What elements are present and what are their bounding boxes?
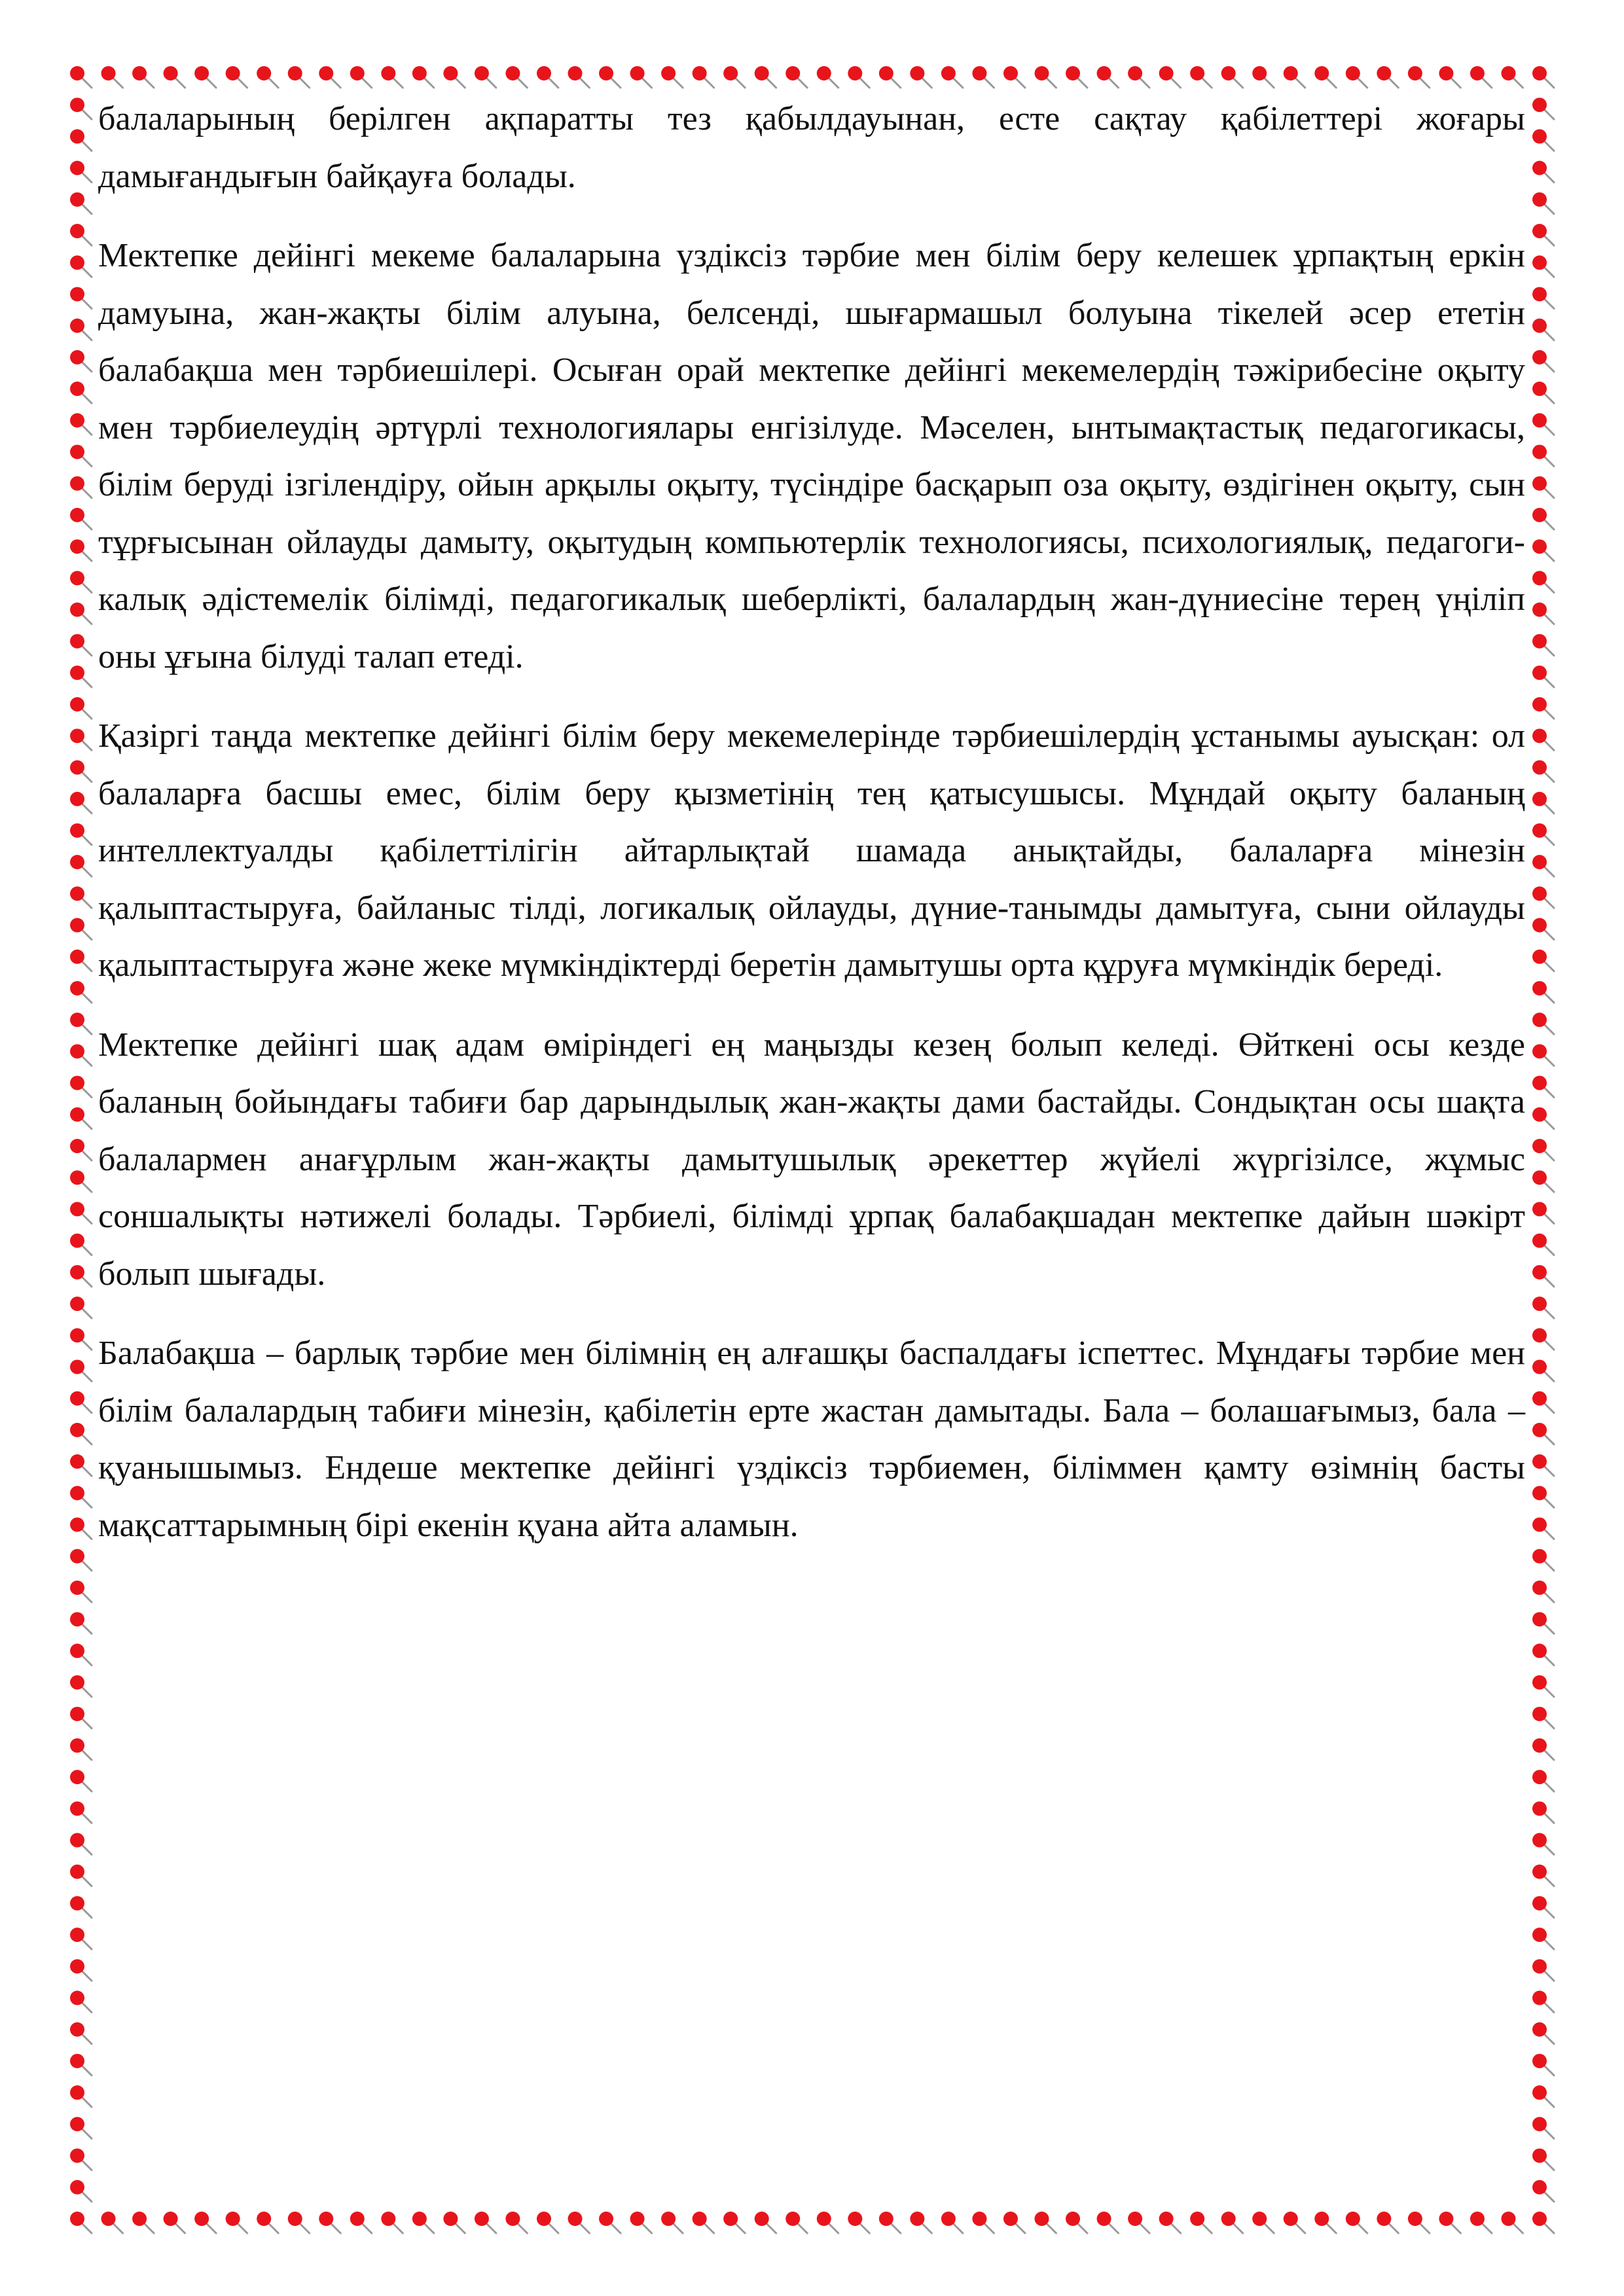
lollipop-icon <box>70 1454 92 1476</box>
lollipop-icon <box>70 981 92 1003</box>
lollipop-icon <box>1408 2212 1430 2233</box>
lollipop-icon <box>1066 2212 1087 2233</box>
lollipop-icon <box>1532 1202 1554 1223</box>
lollipop-icon <box>1532 1139 1554 1160</box>
lollipop-icon <box>1377 2212 1398 2233</box>
lollipop-icon <box>70 761 92 782</box>
lollipop-icon <box>70 1202 92 1223</box>
lollipop-icon <box>70 2149 92 2170</box>
lollipop-icon <box>70 350 92 372</box>
lollipop-icon <box>1532 1896 1554 1918</box>
lollipop-icon <box>1532 255 1554 277</box>
lollipop-icon <box>70 161 92 183</box>
lollipop-icon <box>1532 792 1554 814</box>
lollipop-icon <box>1532 413 1554 435</box>
lollipop-icon <box>1097 2212 1119 2233</box>
lollipop-icon <box>70 1234 92 1255</box>
lollipop-icon <box>1532 1991 1554 2013</box>
lollipop-icon <box>443 2212 465 2233</box>
lollipop-icon <box>1190 66 1212 88</box>
lollipop-icon <box>132 66 154 88</box>
lollipop-icon <box>164 66 185 88</box>
lollipop-icon <box>70 2117 92 2138</box>
lollipop-icon <box>1314 2212 1336 2233</box>
lollipop-icon <box>537 2212 558 2233</box>
lollipop-icon <box>194 2212 216 2233</box>
lollipop-icon <box>817 66 839 88</box>
lollipop-icon <box>70 129 92 151</box>
lollipop-icon <box>1532 508 1554 529</box>
lollipop-icon <box>1532 1486 1554 1507</box>
lollipop-icon <box>70 1991 92 2013</box>
lollipop-icon <box>288 66 310 88</box>
lollipop-icon <box>1532 382 1554 403</box>
lollipop-icon <box>1284 66 1305 88</box>
lollipop-icon <box>1532 1044 1554 1066</box>
lollipop-icon <box>70 1139 92 1160</box>
lollipop-icon <box>972 66 994 88</box>
lollipop-icon <box>70 1581 92 1602</box>
lollipop-icon <box>70 192 92 214</box>
lollipop-icon <box>70 2054 92 2075</box>
lollipop-icon <box>1190 2212 1212 2233</box>
lollipop-icon <box>848 66 869 88</box>
lollipop-icon <box>194 66 216 88</box>
lollipop-icon <box>70 950 92 971</box>
lollipop-icon <box>723 66 745 88</box>
lollipop-icon <box>1532 1865 1554 1886</box>
lollipop-icon <box>1532 1676 1554 1697</box>
lollipop-icon <box>70 1391 92 1413</box>
lollipop-icon <box>1034 66 1056 88</box>
lollipop-icon <box>1532 2117 1554 2138</box>
lollipop-icon <box>1532 1391 1554 1413</box>
lollipop-icon <box>568 2212 590 2233</box>
lollipop-icon <box>1532 161 1554 183</box>
paragraph-3: Қазіргі таңда мектепке дейінгі білім беру мекемелерінде тәрбиешілердің ұстанымы ауысқан: ол балаларға басшы емес, білім беру қызметінің тең қатысушысы. Мұндай оқыту баланың интеллектуалды қабілеттілігін айтарлықтай шамада анықтайды, балаларға мінезін қалыптастыруға, байланыс тілді, логикалық ойлауды, дүние-танымды дамытуға, сыни ойлауды қалыптастыруға және жеке мүмкіндіктерді беретін дамытушы орта құруға мүмкіндік береді. <box>98 717 1525 984</box>
lollipop-icon <box>1532 1959 1554 1981</box>
lollipop-icon <box>661 66 683 88</box>
lollipop-icon <box>1532 319 1554 340</box>
lollipop-icon <box>1532 697 1554 719</box>
lollipop-icon <box>1532 129 1554 151</box>
lollipop-icon <box>381 2212 403 2233</box>
lollipop-icon <box>630 2212 652 2233</box>
lollipop-icon <box>537 66 558 88</box>
lollipop-icon <box>70 224 92 245</box>
lollipop-icon <box>817 2212 839 2233</box>
lollipop-icon <box>1532 1328 1554 1350</box>
lollipop-icon <box>1532 1265 1554 1287</box>
lollipop-icon <box>70 1896 92 1918</box>
lollipop-icon <box>755 66 776 88</box>
lollipop-icon <box>1532 1801 1554 1823</box>
lollipop-icon <box>70 697 92 719</box>
lollipop-icon <box>350 66 372 88</box>
lollipop-icon <box>972 2212 994 2233</box>
lollipop-icon <box>630 66 652 88</box>
lollipop-icon <box>319 2212 340 2233</box>
lollipop-icon <box>1532 1738 1554 1760</box>
lollipop-icon <box>941 2212 963 2233</box>
lollipop-icon <box>70 1297 92 1318</box>
lollipop-icon <box>70 444 92 466</box>
lollipop-icon <box>1501 2212 1523 2233</box>
lollipop-icon <box>70 1643 92 1665</box>
lollipop-icon <box>70 1013 92 1034</box>
lollipop-icon <box>1532 666 1554 687</box>
lollipop-icon <box>755 2212 776 2233</box>
lollipop-icon <box>101 2212 123 2233</box>
lollipop-icon <box>70 539 92 561</box>
lollipop-icon <box>1532 823 1554 845</box>
lollipop-icon <box>1439 66 1460 88</box>
lollipop-icon <box>1532 1107 1554 1129</box>
lollipop-icon <box>70 413 92 435</box>
lollipop-icon <box>1470 2212 1492 2233</box>
lollipop-icon <box>1532 1770 1554 1791</box>
lollipop-icon <box>70 1770 92 1791</box>
lollipop-icon <box>381 66 403 88</box>
lollipop-icon <box>693 2212 714 2233</box>
lollipop-icon <box>70 1328 92 1350</box>
lollipop-icon <box>505 66 527 88</box>
lollipop-icon <box>70 571 92 592</box>
lollipop-icon <box>1003 66 1025 88</box>
lollipop-icon <box>1532 1928 1554 1949</box>
lollipop-icon <box>723 2212 745 2233</box>
lollipop-icon <box>1532 1517 1554 1539</box>
lollipop-icon <box>70 1865 92 1886</box>
lollipop-icon <box>1532 2054 1554 2075</box>
lollipop-icon <box>1532 571 1554 592</box>
lollipop-icon <box>101 66 123 88</box>
lollipop-icon <box>1532 728 1554 750</box>
lollipop-icon <box>70 1044 92 1066</box>
lollipop-icon <box>1532 1423 1554 1444</box>
lollipop-icon <box>1377 66 1398 88</box>
lollipop-icon <box>1532 1833 1554 1855</box>
lollipop-icon <box>1346 66 1367 88</box>
lollipop-icon <box>70 1676 92 1697</box>
lollipop-icon <box>1532 350 1554 372</box>
lollipop-icon <box>70 1265 92 1287</box>
lollipop-icon <box>412 66 434 88</box>
lollipop-icon <box>599 2212 621 2233</box>
lollipop-icon <box>70 918 92 940</box>
lollipop-icon <box>568 66 590 88</box>
lollipop-icon <box>443 66 465 88</box>
lollipop-icon <box>70 1738 92 1760</box>
lollipop-icon <box>1532 950 1554 971</box>
lollipop-icon <box>1408 66 1430 88</box>
lollipop-icon <box>599 66 621 88</box>
lollipop-icon <box>70 728 92 750</box>
lollipop-icon <box>1532 1170 1554 1192</box>
lollipop-icon <box>1532 66 1554 88</box>
lollipop-icon <box>1532 1707 1554 1729</box>
lollipop-icon <box>1532 1359 1554 1381</box>
lollipop-icon <box>1532 2022 1554 2044</box>
lollipop-icon <box>910 2212 931 2233</box>
lollipop-icon <box>1252 2212 1274 2233</box>
lollipop-icon <box>1314 66 1336 88</box>
lollipop-icon <box>70 2022 92 2044</box>
lollipop-icon <box>1532 855 1554 876</box>
lollipop-icon <box>1532 2085 1554 2107</box>
lollipop-icon <box>1532 1549 1554 1571</box>
paragraph-4: Мектепке дейінгі шақ адам өміріндегі ең маңызды кезең болып келеді. Өйткені осы кезде баланың бойындағы табиғи бар дарындылық жан-жақты дами бастайды. Сондықтан осы шақта балалармен анағұрлым жан-жақты дамытушылық әрекеттер жүйелі жүргізілсе, жұмыс соншалықты нәтижелі болады. Тәрбиелі, білімді ұрпақ балабақшадан мектепке дайын шәкірт болып шығады. <box>98 1026 1525 1293</box>
lollipop-icon <box>70 603 92 624</box>
lollipop-icon <box>70 2212 92 2233</box>
lollipop-icon <box>1532 603 1554 624</box>
lollipop-icon <box>226 2212 247 2233</box>
lollipop-icon <box>319 66 340 88</box>
lollipop-icon <box>1532 634 1554 656</box>
lollipop-icon <box>1532 1612 1554 1634</box>
lollipop-icon <box>941 66 963 88</box>
lollipop-icon <box>70 382 92 403</box>
lollipop-icon <box>70 855 92 876</box>
lollipop-icon <box>1532 444 1554 466</box>
lollipop-icon <box>70 1833 92 1855</box>
lollipop-icon <box>70 319 92 340</box>
lollipop-icon <box>70 1486 92 1507</box>
lollipop-icon <box>1532 224 1554 245</box>
lollipop-icon <box>70 886 92 908</box>
lollipop-icon <box>1003 2212 1025 2233</box>
lollipop-icon <box>1252 66 1274 88</box>
lollipop-icon <box>226 66 247 88</box>
lollipop-icon <box>257 66 278 88</box>
lollipop-icon <box>1532 1581 1554 1602</box>
lollipop-icon <box>70 508 92 529</box>
lollipop-icon <box>848 2212 869 2233</box>
document-body <box>98 90 1525 1576</box>
lollipop-icon <box>1346 2212 1367 2233</box>
lollipop-icon <box>164 2212 185 2233</box>
lollipop-icon <box>70 476 92 498</box>
lollipop-icon <box>70 1959 92 1981</box>
paragraph-1: балаларының берілген ақпаратты тез қабылдауынан, есте сақтау қабілеттері жоғары дамығандығын байқауға болады. <box>98 100 1525 195</box>
lollipop-icon <box>70 1170 92 1192</box>
lollipop-icon <box>257 2212 278 2233</box>
lollipop-icon <box>785 2212 807 2233</box>
lollipop-icon <box>70 1928 92 1949</box>
lollipop-icon <box>1532 2180 1554 2202</box>
lollipop-icon <box>1159 2212 1181 2233</box>
lollipop-icon <box>70 1517 92 1539</box>
lollipop-icon <box>1097 66 1119 88</box>
lollipop-icon <box>1532 539 1554 561</box>
lollipop-icon <box>70 1612 92 1634</box>
lollipop-icon <box>1532 476 1554 498</box>
lollipop-icon <box>1532 98 1554 119</box>
paragraph-5: Балабақша – барлық тәрбие мен білімнің ең алғашқы баспалдағы іспеттес. Мұндағы тәрбие мен білім балалардың табиғи мінезін, қабілетін ерте жастан дамытады. Бала – болашағымыз, бала – қуанышымыз. Ендеше мектепке дейінгі үздіксіз тәрбиемен, біліммен қамту өзімнің басты мақсаттарымның бірі екенін қуана айта аламын. <box>98 1335 1525 1544</box>
lollipop-icon <box>70 255 92 277</box>
lollipop-icon <box>1532 192 1554 214</box>
lollipop-icon <box>70 66 92 88</box>
lollipop-icon <box>1221 2212 1243 2233</box>
lollipop-icon <box>1128 66 1149 88</box>
lollipop-icon <box>70 1707 92 1729</box>
lollipop-icon <box>1034 2212 1056 2233</box>
lollipop-icon <box>70 634 92 656</box>
lollipop-icon <box>70 2180 92 2202</box>
lollipop-icon <box>1066 66 1087 88</box>
lollipop-icon <box>1532 981 1554 1003</box>
lollipop-icon <box>70 1359 92 1381</box>
lollipop-icon <box>1532 1454 1554 1476</box>
lollipop-icon <box>1532 886 1554 908</box>
lollipop-icon <box>505 2212 527 2233</box>
paragraph-2: Мектепке дейінгі мекеме балаларына үздіксіз тәрбие мен білім беру келешек ұрпақтың еркін дамуына, жан-жақты білім алуына, белсенді, шығармашыл болуына тікелей әсер ететін балабақша мен тәрбиешілері. Осыған орай мектепке дейінгі мекемелердің тәжірибесіне оқыту мен тәрбиелеудің әртүрлі технологиялары енгізілуде. Мәселен, ынтымақтастық педагогикасы, білім беруді ізгілендіру, ойын арқылы оқыту, түсіндіре басқарып оза оқыту, өздігінен оқыту, сын тұрғысынан ойлауды дамыту, оқытудың компьютерлік технологиясы, психологиялық, педагоги-калық әдістемелік білімді, педагогикалық шеберлікті, балалардың жан-дүниесіне терең үңіліп оны ұғына білуді талап етеді. <box>98 237 1525 675</box>
lollipop-icon <box>910 66 931 88</box>
lollipop-icon <box>70 823 92 845</box>
lollipop-icon <box>1128 2212 1149 2233</box>
lollipop-icon <box>412 2212 434 2233</box>
lollipop-icon <box>1532 1643 1554 1665</box>
lollipop-icon <box>1439 2212 1460 2233</box>
lollipop-icon <box>475 66 496 88</box>
lollipop-icon <box>1532 918 1554 940</box>
lollipop-icon <box>693 66 714 88</box>
lollipop-icon <box>70 98 92 119</box>
lollipop-icon <box>1470 66 1492 88</box>
lollipop-icon <box>879 2212 901 2233</box>
lollipop-icon <box>1159 66 1181 88</box>
lollipop-icon <box>661 2212 683 2233</box>
lollipop-icon <box>1532 1234 1554 1255</box>
lollipop-icon <box>1284 2212 1305 2233</box>
lollipop-icon <box>70 792 92 814</box>
lollipop-icon <box>70 1107 92 1129</box>
lollipop-icon <box>70 1549 92 1571</box>
lollipop-icon <box>132 2212 154 2233</box>
lollipop-icon <box>1532 1076 1554 1098</box>
lollipop-icon <box>1532 2212 1554 2233</box>
lollipop-icon <box>1532 1013 1554 1034</box>
lollipop-icon <box>879 66 901 88</box>
lollipop-icon <box>70 666 92 687</box>
lollipop-icon <box>70 287 92 308</box>
lollipop-icon <box>1221 66 1243 88</box>
lollipop-icon <box>475 2212 496 2233</box>
lollipop-icon <box>288 2212 310 2233</box>
lollipop-icon <box>1532 2149 1554 2170</box>
lollipop-icon <box>1532 761 1554 782</box>
lollipop-icon <box>1501 66 1523 88</box>
lollipop-icon <box>70 1801 92 1823</box>
lollipop-icon <box>1532 1297 1554 1318</box>
lollipop-icon <box>350 2212 372 2233</box>
lollipop-icon <box>70 2085 92 2107</box>
lollipop-icon <box>70 1423 92 1444</box>
lollipop-icon <box>70 1076 92 1098</box>
lollipop-icon <box>1532 287 1554 308</box>
lollipop-icon <box>785 66 807 88</box>
